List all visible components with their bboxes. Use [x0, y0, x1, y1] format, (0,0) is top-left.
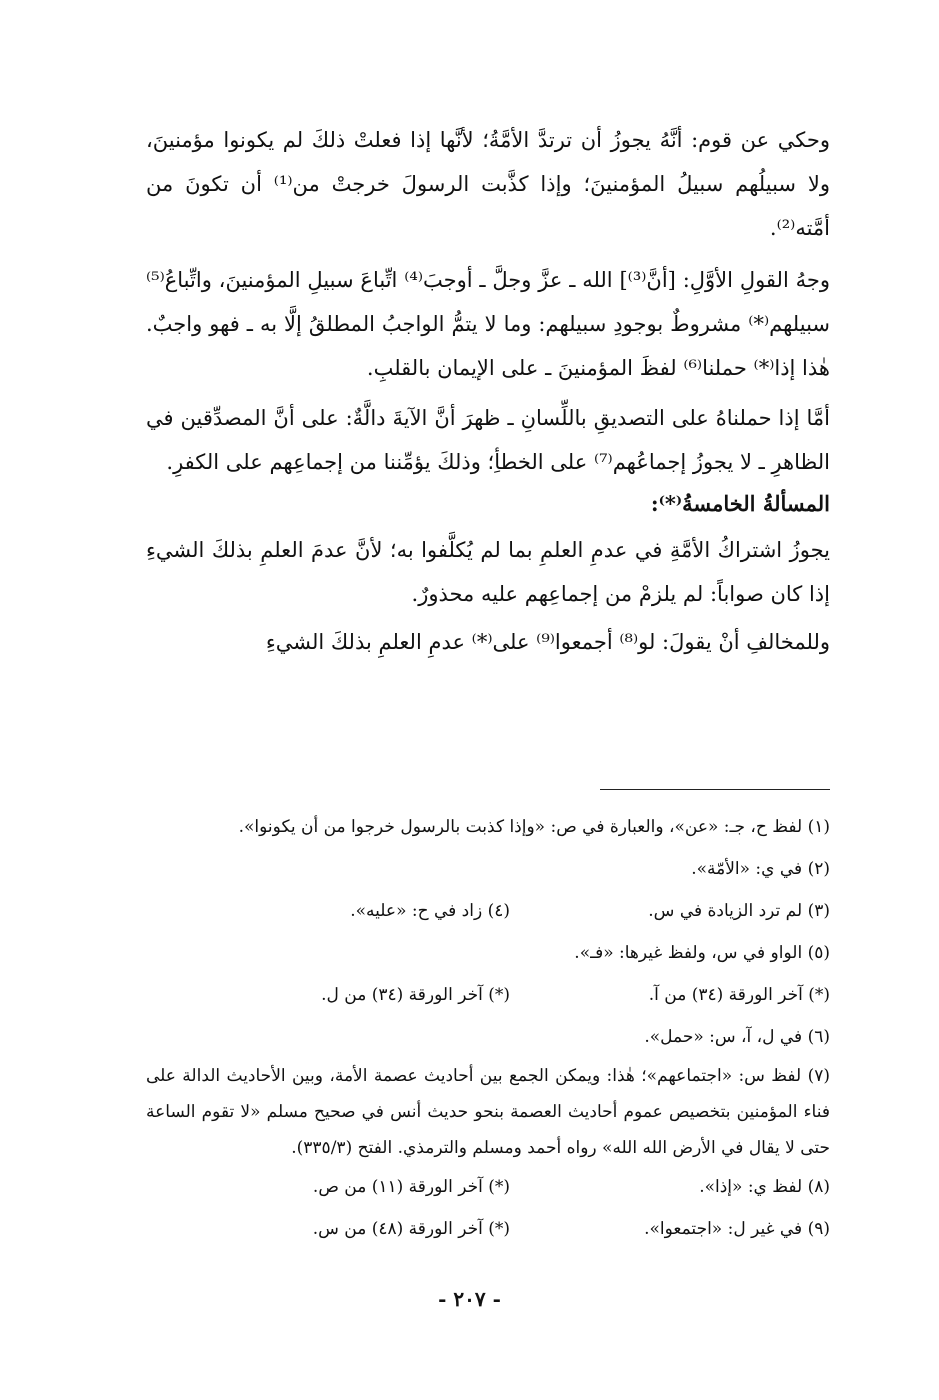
footnote-4: (٤) زاد في ح: «عليه».	[350, 901, 510, 921]
footnote-5: (٥) الواو في س، ولفظ غيرها: «فـ».	[574, 943, 830, 963]
footnote-row-star-1	[146, 974, 830, 1016]
footnote-3: (٣) لم ترد الزيادة في س.	[648, 901, 830, 921]
paragraph-2: وجهُ القولِ الأوَّلِ: [أنَّ⁽³⁾] الله ـ عزَّ وجلَّ ـ أوجبَ⁽⁴⁾ اتِّباعَ سبيلِ المؤمنينَ، واتِّباعُ⁽⁵⁾ سبيلهم⁽*⁾ مشروطٌ بوجودِ سبيلهم: وما لا يتمُّ الواجبُ المطلقُ إلَّا به ـ فهو واجبٌ. هٰذا إذا⁽*⁾ حملنا⁽⁶⁾ لفظَ المؤمنينَ ـ على الإيمان بالقلبِ.	[146, 268, 831, 380]
paragraph-1: وحكي عن قوم: أنَّهُ يجوزُ أن ترتدَّ الأمَّةُ؛ لأنَّها إذا فعلتْ ذلكَ لم يكونوا مؤمنينَ، ولا سبيلُهم سبيلُ المؤمنينَ؛ وإذا كذَّبت الرسولَ خرجتْ من⁽¹⁾ أن تكونَ من أمَّته⁽²⁾.	[146, 128, 831, 240]
footnote-2: (٢) في ي: «الأمّة».	[691, 859, 830, 879]
footnote-8: (٨) لفظ ي: «إذا».	[699, 1177, 830, 1197]
footnote-star-4: (*) آخر الورقة (٤٨) من س.	[312, 1219, 510, 1239]
footnote-row-3-4	[146, 890, 830, 932]
section-heading: المسألةُ الخامسةُ⁽*⁾:	[650, 491, 830, 516]
footnote-7: (٧) لفظ س: «اجتماعهم»؛ هٰذا: ويمكن الجمع بين أحاديث عصمة الأمة، وبين الأحاديث الدالة على فناء المؤمنين بتخصيص عموم أحاديث العصمة بنحو حديث أنس في صحيح مسلم «لا تقوم الساعة حتى لا يقال في الأرض الله الله» رواه أحمد ومسلم والترمذي. الفتح (٣٣٥/٣).	[146, 1066, 830, 1158]
footnote-6: (٦) في ل، آ، س: «حمل».	[644, 1027, 830, 1047]
footnote-star-3: (*) آخر الورقة (١١) من ص.	[312, 1177, 510, 1197]
main-text	[146, 118, 830, 664]
paragraph-5: وللمخالفِ أنْ يقولَ: لو⁽⁸⁾ أجمعوا⁽⁹⁾ على⁽*⁾ عدمِ العلمِ بذلكَ الشيءِ	[265, 630, 830, 654]
footnotes	[146, 806, 830, 1250]
footnote-1: (١) لفظ ح، جـ: «عن»، والعبارة في ص: «وإذا كذبت بالرسول خرجوا من أن يكونوا».	[238, 817, 830, 837]
footnote-separator	[600, 789, 830, 790]
footnote-star-1: (*) آخر الورقة (٣٤) من آ.	[648, 985, 830, 1005]
footnote-row-9	[146, 1208, 830, 1250]
paragraph-4: يجوزُ اشتراكُ الأمَّةِ في عدمِ العلمِ بما لم يُكلَّفوا به؛ لأنَّ عدمَ العلمِ بذلكَ الشيءِ إذا كان صواباً: لم يلزمْ من إجماعِهم عليه محذورٌ.	[146, 538, 830, 606]
footnote-row-8	[146, 1166, 830, 1208]
page-number: - ٢٠٧ -	[438, 1287, 501, 1311]
paragraph-3: أمَّا إذا حملناهُ على التصديقِ باللِّسانِ ـ ظهرَ أنَّ الآيةَ دالَّةٌ: على أنَّ المصدِّقين في الظاهرِ ـ لا يجوزُ إجماعُهم⁽⁷⁾ على الخطأِ؛ وذلكَ يؤمِّننا من إجماعِهم على الكفرِ.	[146, 406, 830, 474]
footnote-star-2: (*) آخر الورقة (٣٤) من ل.	[321, 985, 510, 1005]
footnote-9: (٩) في غير ل: «اجتمعوا».	[644, 1219, 830, 1239]
